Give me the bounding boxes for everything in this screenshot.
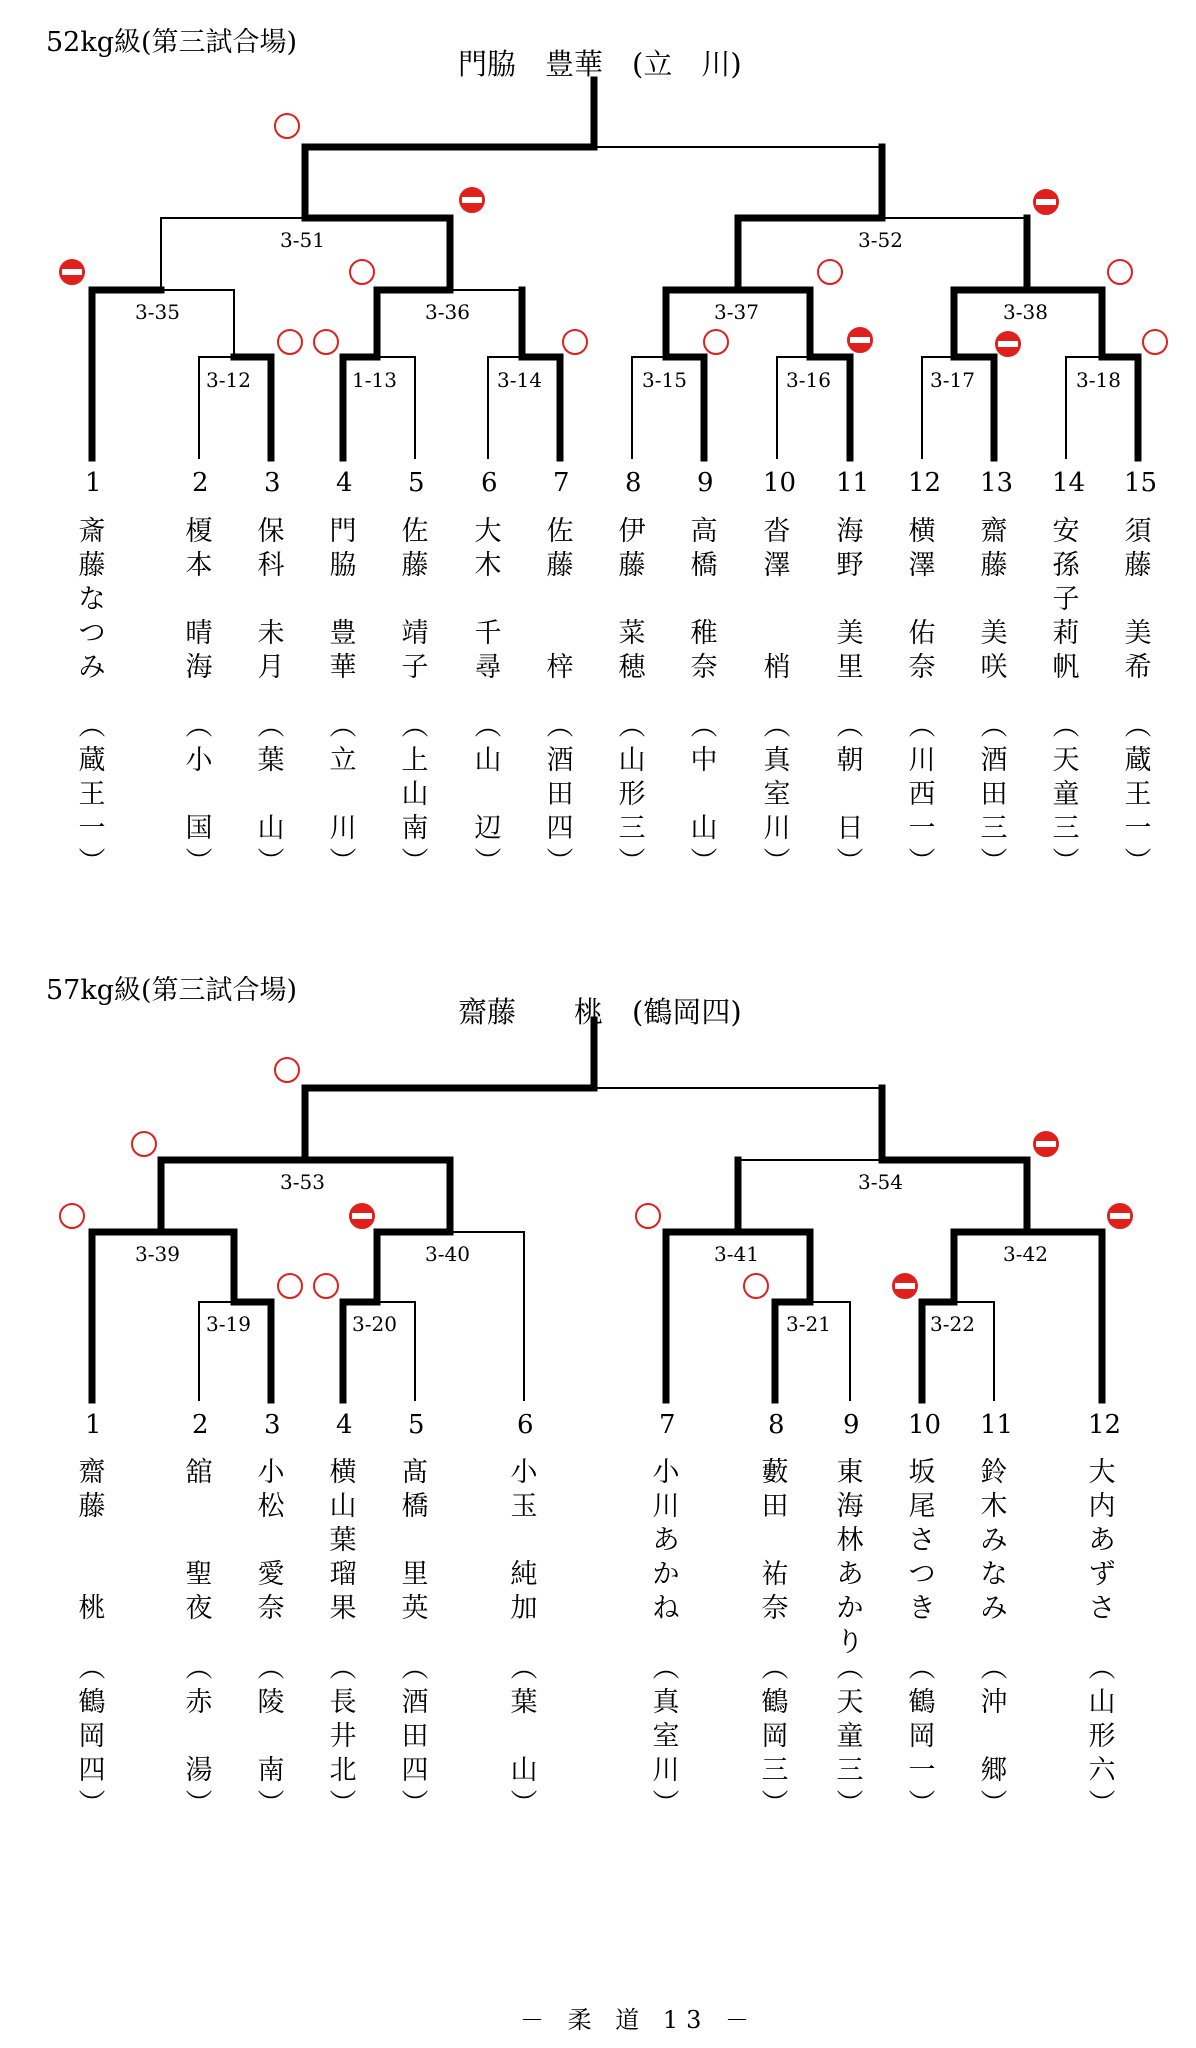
winner-52kg: 門脇 豊華 (立 川) bbox=[458, 47, 742, 81]
seed-number: 12 bbox=[908, 468, 942, 498]
player-name: 藪 田 祐 奈 bbox=[761, 1457, 789, 1624]
player-name: 小 松 愛 奈 bbox=[257, 1457, 285, 1624]
player-name: 沓 澤 梢 bbox=[763, 516, 791, 683]
player-club: ︵ 上 山 南 ︶ bbox=[401, 711, 429, 878]
match-label: 3-41 bbox=[714, 1242, 759, 1266]
seed-number: 14 bbox=[1052, 468, 1086, 498]
player-name: 安 孫 子 莉 帆 bbox=[1052, 516, 1080, 683]
player-club: ︵ 中 山 ︶ bbox=[690, 711, 718, 878]
player-club: ︵ 酒 田 三 ︶ bbox=[980, 711, 1008, 878]
seed-number: 5 bbox=[408, 468, 425, 498]
player-name: 小 玉 純 加 bbox=[510, 1457, 538, 1624]
ippon-mark-icon bbox=[275, 1058, 299, 1082]
ippon-mark-icon bbox=[744, 1274, 768, 1298]
player-name: 大 木 千 尋 bbox=[474, 516, 502, 683]
ippon-mark-icon bbox=[818, 260, 842, 284]
seed-number: 6 bbox=[517, 1410, 534, 1440]
match-label: 3-54 bbox=[858, 1170, 903, 1194]
seed-number: 7 bbox=[659, 1410, 676, 1440]
match-label: 3-21 bbox=[786, 1312, 831, 1336]
waza-ari-mark-icon bbox=[460, 188, 484, 212]
player-name: 鈴 木 み な み bbox=[980, 1457, 1008, 1624]
seed-number: 11 bbox=[836, 468, 870, 498]
seed-number: 8 bbox=[625, 468, 642, 498]
player-name: 門 脇 豊 華 bbox=[329, 516, 357, 683]
match-label: 3-19 bbox=[206, 1312, 251, 1336]
match-label: 3-52 bbox=[858, 228, 903, 252]
ippon-mark-icon bbox=[1108, 260, 1132, 284]
ippon-mark-icon bbox=[1143, 330, 1167, 354]
seed-number: 8 bbox=[768, 1410, 785, 1440]
seed-number: 2 bbox=[192, 468, 209, 498]
player-club: ︵ 長 井 北 ︶ bbox=[329, 1653, 357, 1820]
player-name: 榎 本 晴 海 bbox=[185, 516, 213, 683]
match-label: 3-16 bbox=[786, 368, 831, 392]
player-name: 小 川 あ か ね bbox=[652, 1457, 680, 1624]
seed-number: 5 bbox=[408, 1410, 425, 1440]
waza-ari-mark-icon bbox=[1034, 190, 1058, 214]
match-label: 3-39 bbox=[135, 1242, 180, 1266]
seed-number: 2 bbox=[192, 1410, 209, 1440]
ippon-mark-icon bbox=[314, 1274, 338, 1298]
ippon-mark-icon bbox=[278, 330, 302, 354]
match-label: 3-20 bbox=[352, 1312, 397, 1336]
seed-number: 13 bbox=[980, 468, 1014, 498]
seed-number: 15 bbox=[1124, 468, 1158, 498]
match-label: 3-36 bbox=[425, 300, 470, 324]
waza-ari-mark-icon bbox=[60, 260, 84, 284]
player-club: ︵ 酒 田 四 ︶ bbox=[401, 1653, 429, 1820]
ippon-mark-icon bbox=[563, 330, 587, 354]
player-name: 舘 聖 夜 bbox=[185, 1457, 213, 1624]
player-club: ︵ 蔵 王 一 ︶ bbox=[1124, 711, 1152, 878]
waza-ari-mark-icon bbox=[848, 328, 872, 352]
seed-number: 3 bbox=[264, 1410, 281, 1440]
seed-number: 10 bbox=[908, 1410, 942, 1440]
seed-number: 4 bbox=[336, 468, 353, 498]
match-label: 3-12 bbox=[206, 368, 251, 392]
player-name: 横 澤 佑 奈 bbox=[908, 516, 936, 683]
player-name: 保 科 未 月 bbox=[257, 516, 285, 683]
waza-ari-mark-icon bbox=[1108, 1204, 1132, 1228]
seed-number: 10 bbox=[763, 468, 797, 498]
player-club: ︵ 真 室 川 ︶ bbox=[652, 1653, 680, 1820]
player-club: ︵ 酒 田 四 ︶ bbox=[546, 711, 574, 878]
match-label: 3-42 bbox=[1003, 1242, 1048, 1266]
player-club: ︵ 立 川 ︶ bbox=[329, 711, 357, 878]
player-club: ︵ 山 形 六 ︶ bbox=[1088, 1653, 1116, 1820]
match-label: 3-53 bbox=[280, 1170, 325, 1194]
player-name: 東 海 林 あ か り bbox=[836, 1457, 864, 1658]
player-name: 齋 藤 美 咲 bbox=[980, 516, 1008, 683]
player-club: ︵ 真 室 川 ︶ bbox=[763, 711, 791, 878]
player-club: ︵ 鶴 岡 三 ︶ bbox=[761, 1653, 789, 1820]
seed-number: 1 bbox=[85, 1410, 102, 1440]
match-label: 3-18 bbox=[1076, 368, 1121, 392]
player-name: 齋 藤 桃 bbox=[78, 1457, 106, 1624]
ippon-mark-icon bbox=[278, 1274, 302, 1298]
player-club: ︵ 葉 山 ︶ bbox=[257, 711, 285, 878]
player-name: 佐 藤 靖 子 bbox=[401, 516, 429, 683]
player-club: ︵ 朝 日 ︶ bbox=[836, 711, 864, 878]
player-club: ︵ 鶴 岡 一 ︶ bbox=[908, 1653, 936, 1820]
player-club: ︵ 葉 山 ︶ bbox=[510, 1653, 538, 1820]
class-title-57kg: 57kg級(第三試合場) bbox=[46, 975, 298, 1006]
ippon-mark-icon bbox=[275, 114, 299, 138]
seed-number: 4 bbox=[336, 1410, 353, 1440]
player-club: ︵ 陵 南 ︶ bbox=[257, 1653, 285, 1820]
ippon-mark-icon bbox=[350, 260, 374, 284]
seed-number: 7 bbox=[553, 468, 570, 498]
player-name: 坂 尾 さ つ き bbox=[908, 1457, 936, 1624]
class-title-52kg: 52kg級(第三試合場) bbox=[46, 27, 298, 58]
match-label: 1-13 bbox=[352, 368, 397, 392]
player-name: 髙 橋 里 英 bbox=[401, 1457, 429, 1624]
player-name: 海 野 美 里 bbox=[836, 516, 864, 683]
match-label: 3-15 bbox=[642, 368, 687, 392]
player-club: ︵ 鶴 岡 四 ︶ bbox=[78, 1653, 106, 1820]
seed-number: 3 bbox=[264, 468, 281, 498]
seed-number: 6 bbox=[481, 468, 498, 498]
seed-number: 1 bbox=[85, 468, 102, 498]
page-footer: － 柔 道 13 － bbox=[520, 2006, 758, 2034]
ippon-mark-icon bbox=[636, 1204, 660, 1228]
ippon-mark-icon bbox=[60, 1204, 84, 1228]
player-club: ︵ 赤 湯 ︶ bbox=[185, 1653, 213, 1820]
player-name: 大 内 あ ず さ bbox=[1088, 1457, 1116, 1624]
player-club: ︵ 山 辺 ︶ bbox=[474, 711, 502, 878]
player-name: 須 藤 美 希 bbox=[1124, 516, 1152, 683]
match-label: 3-22 bbox=[930, 1312, 975, 1336]
player-club: ︵ 沖 郷 ︶ bbox=[980, 1653, 1008, 1820]
ippon-mark-icon bbox=[314, 330, 338, 354]
match-label: 3-37 bbox=[714, 300, 759, 324]
match-label: 3-17 bbox=[930, 368, 975, 392]
seed-number: 11 bbox=[980, 1410, 1014, 1440]
match-label: 3-40 bbox=[425, 1242, 470, 1266]
player-club: ︵ 天 童 三 ︶ bbox=[1052, 711, 1080, 878]
waza-ari-mark-icon bbox=[893, 1274, 917, 1298]
match-label: 3-35 bbox=[135, 300, 180, 324]
player-club: ︵ 小 国 ︶ bbox=[185, 711, 213, 878]
ippon-mark-icon bbox=[704, 330, 728, 354]
player-name: 佐 藤 梓 bbox=[546, 516, 574, 683]
player-name: 高 橋 稚 奈 bbox=[690, 516, 718, 683]
player-club: ︵ 蔵 王 一 ︶ bbox=[78, 711, 106, 878]
seed-number: 12 bbox=[1088, 1410, 1122, 1440]
seed-number: 9 bbox=[843, 1410, 860, 1440]
player-club: ︵ 山 形 三 ︶ bbox=[618, 711, 646, 878]
waza-ari-mark-icon bbox=[350, 1204, 374, 1228]
player-club: ︵ 天 童 三 ︶ bbox=[836, 1653, 864, 1820]
player-club: ︵ 川 西 一 ︶ bbox=[908, 711, 936, 878]
player-name: 横 山 葉 瑠 果 bbox=[329, 1457, 357, 1624]
match-label: 3-51 bbox=[280, 228, 325, 252]
seed-number: 9 bbox=[697, 468, 714, 498]
waza-ari-mark-icon bbox=[996, 332, 1020, 356]
winner-57kg: 齋藤 桃 (鶴岡四) bbox=[458, 995, 742, 1029]
match-label: 3-14 bbox=[497, 368, 542, 392]
player-name: 伊 藤 菜 穂 bbox=[618, 516, 646, 683]
waza-ari-mark-icon bbox=[1034, 1132, 1058, 1156]
match-label: 3-38 bbox=[1003, 300, 1048, 324]
player-name: 斎 藤 な つ み bbox=[78, 516, 106, 683]
ippon-mark-icon bbox=[132, 1132, 156, 1156]
